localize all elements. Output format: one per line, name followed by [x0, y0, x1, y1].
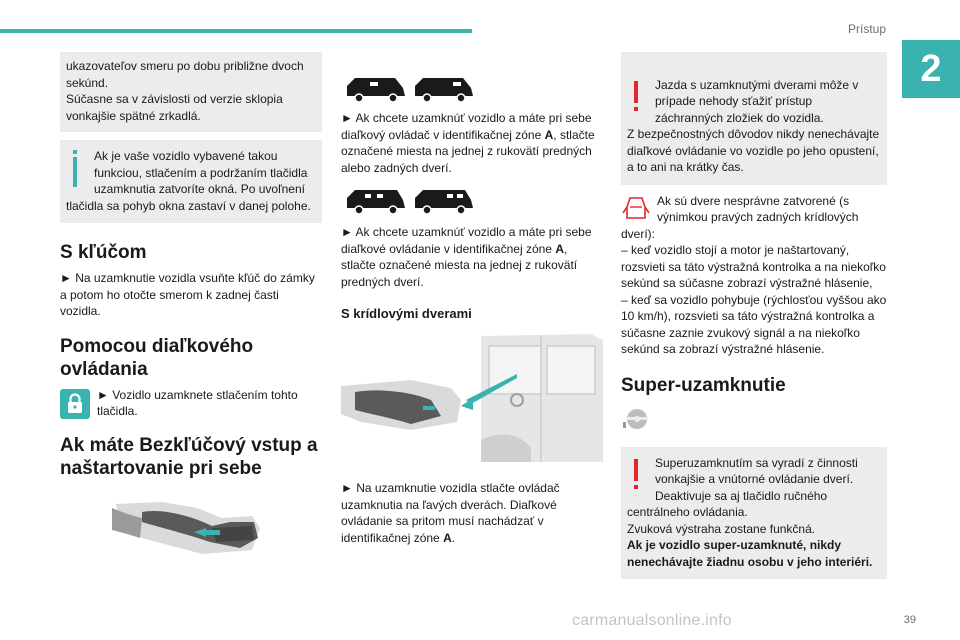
paragraph-keyless-front-rear: [341, 110, 603, 176]
heading-super-lock: Super-uzamknutie: [621, 374, 786, 396]
warning-box-super-lock: [621, 447, 887, 580]
column-right: [621, 52, 887, 579]
p1-zone-label: A: [544, 127, 554, 142]
p2-text-end: , stlačte označené miesta na jednej z rukovätí predných dverí.: [341, 241, 578, 289]
car-van-icon-long: [345, 186, 475, 216]
info-box-windows-text: Ak je vaše vozidlo vybavené takou funkciou, stlačením a podržaním tlačidla uzamknutia zatvoríte okná. Po uvoľnení tlačidla sa pohyb okna zastaví v danej polohe.: [66, 149, 311, 213]
p3-text: ► Na uzamknutie vozidla stlačte ovládač uzamknutia na ľavých dverách. Diaľkové ovládanie sa pritom musí nachádzať v identifikačnej zóne: [341, 481, 560, 545]
heading-keyless: Ak máte Bezkľúčový vstup a naštartovanie pri sebe: [60, 434, 318, 479]
chapter-badge: 2: [902, 40, 960, 98]
section-title: Prístup: [847, 22, 886, 36]
p2-zone-label: A: [555, 241, 564, 256]
padlock-remote-icon: [60, 389, 90, 419]
heading-key: S kľúčom: [60, 242, 147, 263]
warning-box-super-lock-text: Superuzamknutím sa vyradí z činnosti vonkajšie a vnútorné ovládanie dverí. Deaktivuje sa aj tlačidlo ručného centrálneho ovládania. Zvuková výstraha zostane funkčná.: [627, 455, 858, 536]
paragraph-key: ► Na uzamknutie vozidla vsuňte kľúč do zámky a potom ho otočte smerom k zadnej časti vozidla.: [60, 271, 315, 318]
doors-open-section: [621, 193, 887, 358]
car-van-icon-front-doors: [345, 74, 475, 104]
header-accent-bar: [0, 29, 472, 33]
p3-zone-label: A: [443, 530, 452, 545]
paragraph-wing-doors: [341, 480, 603, 546]
heading-remote: Pomocou diaľkového ovládania: [60, 335, 254, 380]
wing-door-illustration: [341, 330, 603, 462]
page-number: 39: [903, 614, 916, 626]
open-doors-warning-icon: [621, 193, 651, 223]
door-handle-illustration: [112, 498, 262, 564]
heading-wing-doors: S krídlovými dverami: [341, 306, 472, 321]
remote-row: [60, 387, 322, 420]
column-left: [60, 52, 322, 564]
warning-icon: [627, 77, 649, 117]
warning-icon-2: [627, 455, 649, 495]
note-box-continued: ukazovateľov smeru po dobu približne dvoch sekúnd. Súčasne sa v závislosti od verzie sklopia vonkajšie spätné zrkadlá.: [60, 52, 322, 132]
steering-wheel-icon: [621, 407, 651, 431]
info-box-windows: [60, 140, 322, 223]
paragraph-keyless-front: [341, 224, 603, 290]
p1-text: ► Ak chcete uzamknúť vozidlo a máte pri sebe diaľkový ovládač v identifikačnej zóne: [341, 111, 592, 142]
paragraph-doors-open: Ak sú dvere nesprávne zatvorené (s výnimkou pravých zadných krídlových dverí): – keď vozidlo stojí a motor je naštartovaný, rozsvieti sa táto výstražná kontrolka a na niekoľko sekúnd sa súčasne zobrazí výstražné hlásenie, – keď sa vozidlo pohybuje (rýchlosťou vyššou ako 10 km/h), rozsvieti sa táto výstražná kontrolka a súčasne zaznie zvukový signál a na niekoľko sekúnd sa zobrazí výstražné hlásenie.: [621, 193, 887, 356]
column-middle: [341, 52, 603, 546]
paragraph-remote: ► Vozidlo uzamknete stlačením tohto tlačidla.: [97, 387, 298, 418]
warning-box-locked-driving: [621, 52, 887, 185]
info-icon: [66, 148, 88, 188]
p3-text-end: .: [451, 530, 456, 545]
watermark-text: carmanualsonline.info: [572, 612, 732, 629]
p2-text: ► Ak chcete uzamknúť vozidlo a máte pri sebe diaľkové ovládanie v identifikačnej zóne: [341, 225, 592, 256]
p1-text-end: , stlačte označené miesta na jednej z rukovätí predných alebo zadných dverí.: [341, 127, 595, 175]
warning-box-super-lock-bold: Ak je vozidlo super-uzamknuté, nikdy nenechávajte žiadnu osobu v jeho interiéri.: [627, 538, 873, 569]
warning-box-locked-driving-text: Jazda s uzamknutými dverami môže v prípade nehody sťažiť prístup záchranných zložiek do vozidla. Z bezpečnostných dôvodov nikdy nenechávajte diaľkové ovládanie vo vozidle po jeho opustení, a to ani na krátky čas.: [627, 77, 880, 174]
